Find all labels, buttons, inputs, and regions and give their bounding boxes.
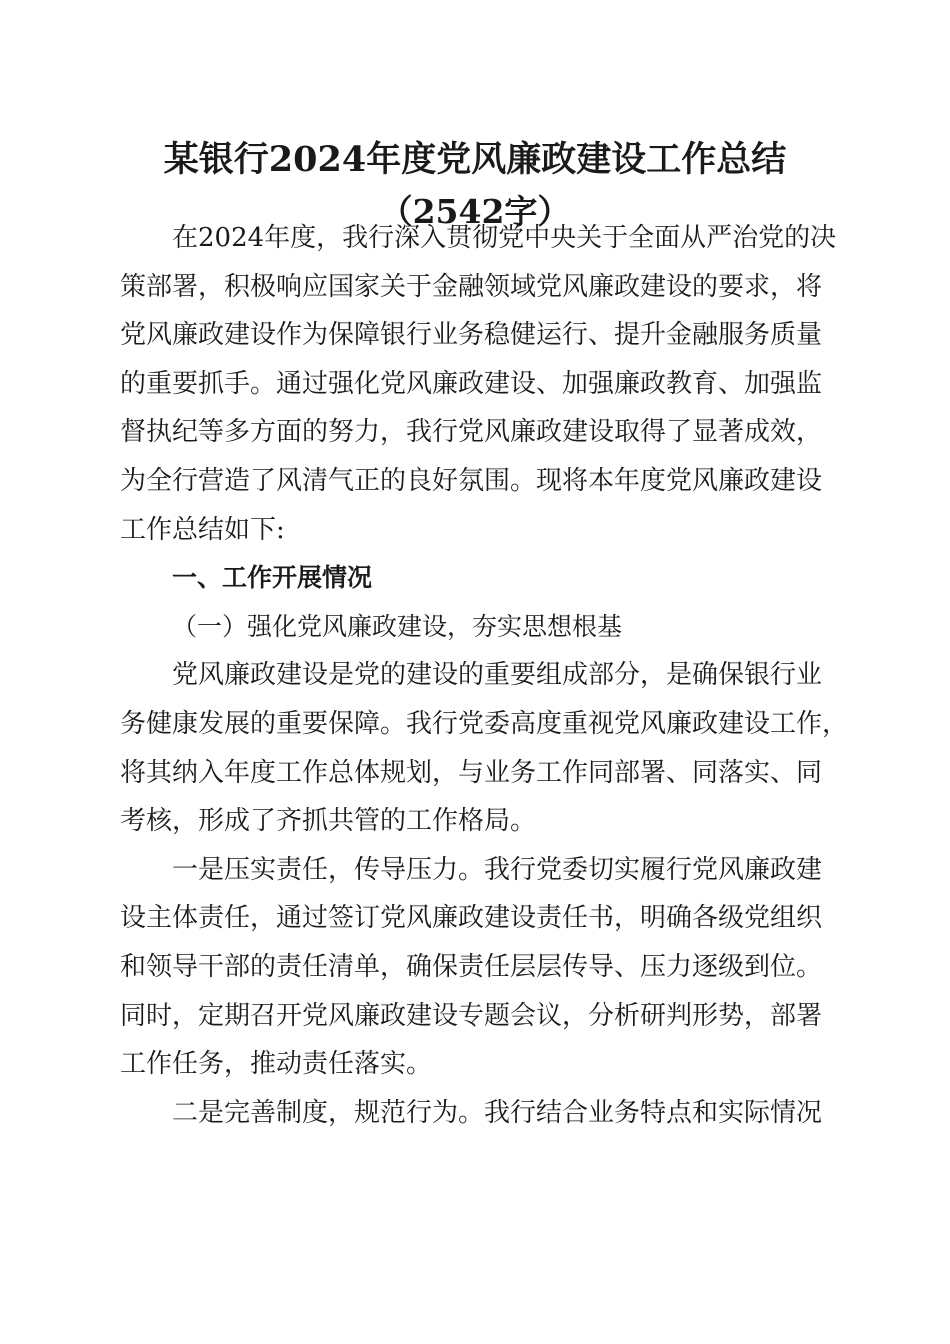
- text-line: 二是完善制度，规范行为。我行结合业务特点和实际情况: [172, 1097, 823, 1128]
- text-line: 的重要抓手。通过强化党风廉政建设、加强廉政教育、加强监: [120, 368, 823, 399]
- text-line: 考核，形成了齐抓共管的工作格局。: [120, 806, 537, 837]
- text-line: 务健康发展的重要保障。我行党委高度重视党风廉政建设工作，: [120, 708, 849, 739]
- text-line: 和领导干部的责任清单，确保责任层层传导、压力逐级到位。: [120, 951, 823, 982]
- text-line: 为全行营造了风清气正的良好氛围。现将本年度党风廉政建设: [120, 465, 823, 496]
- text-line: 一是压实责任，传导压力。我行党委切实履行党风廉政建: [172, 854, 823, 885]
- text-line: 设主体责任，通过签订党风廉政建设责任书，明确各级党组织: [120, 903, 823, 934]
- text-line: 党风廉政建设作为保障银行业务稳健运行、提升金融服务质量: [120, 320, 823, 351]
- section-heading: 一、工作开展情况: [172, 563, 373, 593]
- document-subtitle: （2542字）: [379, 192, 571, 231]
- document-body: [120, 214, 849, 1137]
- document-title: 某银行2024年度党风廉政建设工作总结: [163, 139, 787, 180]
- text-line: 党风廉政建设是党的建设的重要组成部分，是确保银行业: [172, 660, 823, 691]
- text-line: 将其纳入年度工作总体规划，与业务工作同部署、同落实、同: [120, 757, 823, 788]
- text-line: 策部署，积极响应国家关于金融领域党风廉政建设的要求，将: [120, 271, 823, 302]
- subsection-heading: （一）强化党风廉政建设，夯实思想根基: [172, 611, 623, 641]
- text-line: 督执纪等多方面的努力，我行党风廉政建设取得了显著成效，: [120, 417, 823, 448]
- text-line: 在2024年度，我行深入贯彻党中央关于全面从严治党的决: [172, 223, 837, 253]
- text-line: 工作任务，推动责任落实。: [120, 1049, 433, 1080]
- text-line: 工作总结如下:: [120, 514, 285, 545]
- text-line: 同时，定期召开党风廉政建设专题会议，分析研判形势，部署: [120, 1000, 823, 1031]
